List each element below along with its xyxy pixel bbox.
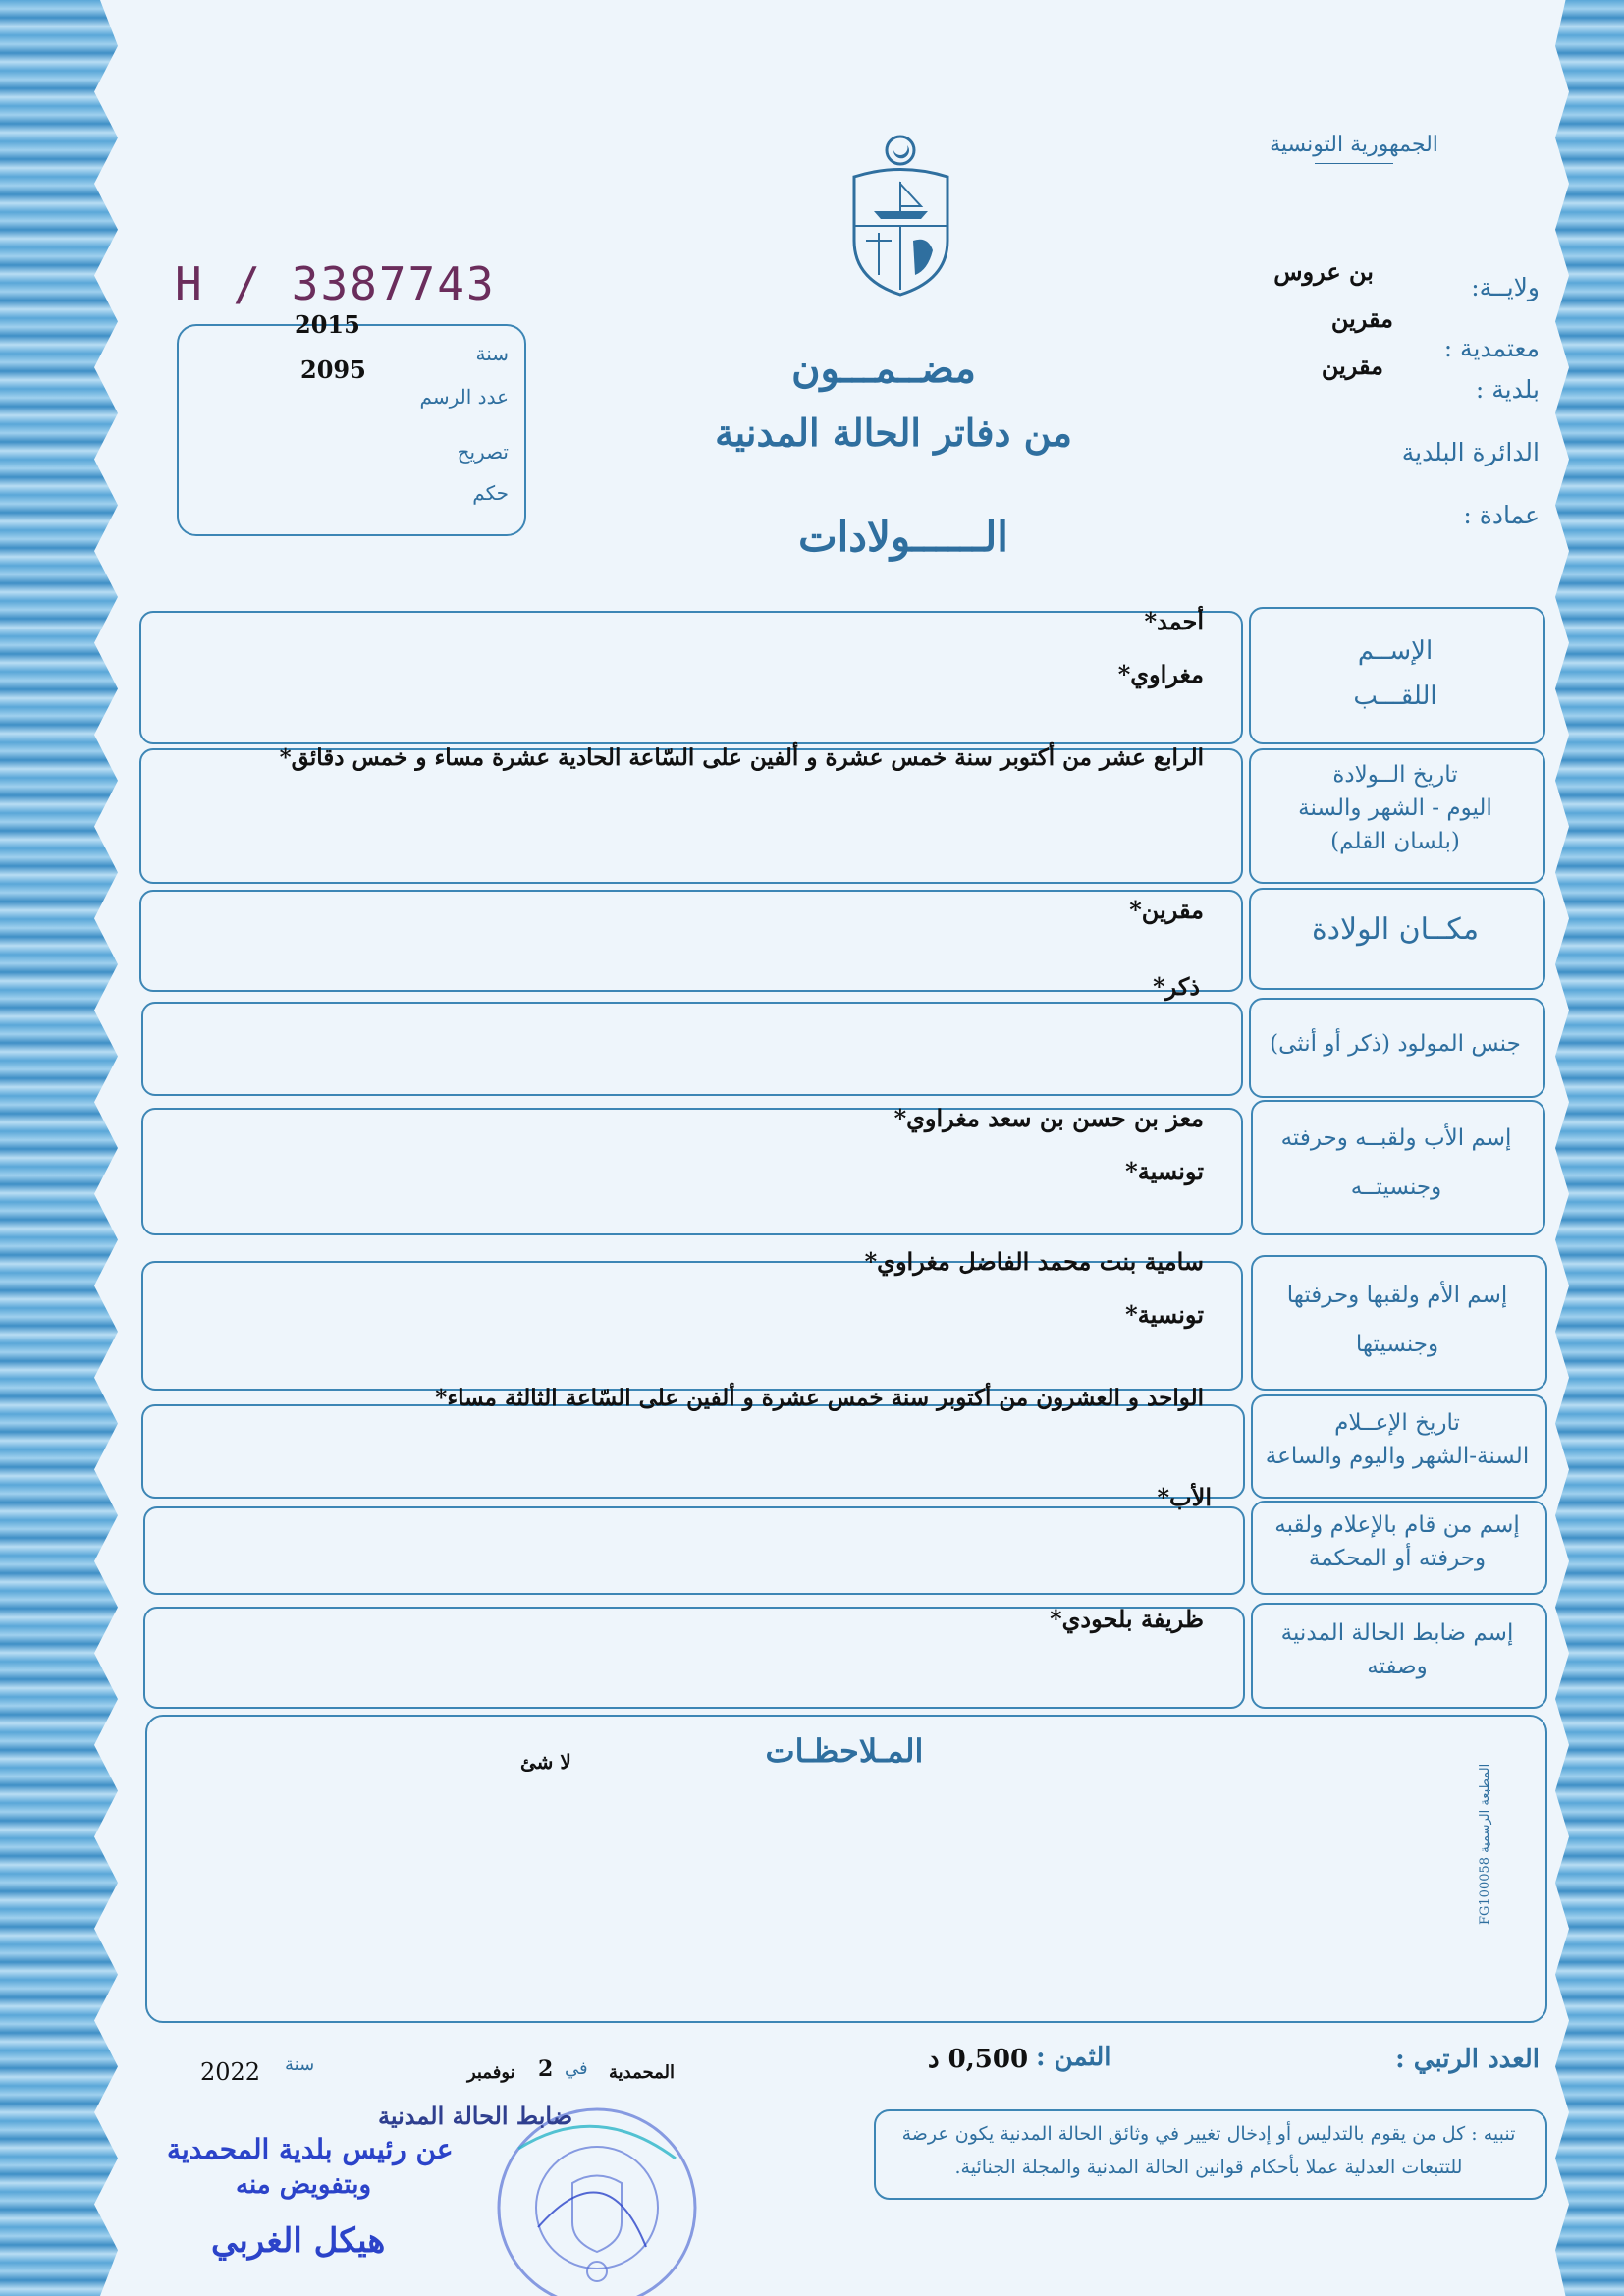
officer-line-2: وبتفويض منه: [236, 2170, 372, 2200]
officer-label: إسم ضابط الحالة المدنية وصفته: [1280, 1620, 1514, 1679]
issue-day: 2: [538, 2056, 554, 2082]
motamadia-label: معتمدية :: [1443, 334, 1540, 362]
name-label: الإســم اللقـــب: [1353, 636, 1437, 711]
birthdate-label: تاريخ الــولادة اليوم - الشهر والسنة (بلسان القلم): [1298, 762, 1492, 854]
price-value: 0,500 د: [928, 2045, 1029, 2074]
notes-value: لا شئ: [520, 1750, 571, 1774]
registration-number-label: عدد الرسم: [419, 385, 509, 409]
sex-value: ذكر*: [1153, 972, 1200, 1001]
mother-label: إسم الأم ولقبها وحرفتها وجنسيتها: [1286, 1283, 1508, 1357]
row-name-value-box: [139, 611, 1243, 744]
serial-number-label: العدد الرتبي :: [1395, 2045, 1540, 2074]
mother-nationality-value: تونسية*: [1125, 1300, 1204, 1329]
declarant-value: الأب*: [1157, 1483, 1212, 1511]
decorative-right-border: [1555, 0, 1624, 2296]
row-birthplace-value-box: [139, 890, 1243, 992]
republic-heading: الجمهورية التونسية: [1256, 133, 1452, 164]
baladia-value: مقرين: [1321, 352, 1383, 380]
judgment-label: حكم: [472, 481, 509, 505]
printer-mark: المطبعة الرسمية FG100058: [1478, 1763, 1492, 1925]
first-name-value: أحمد*: [1144, 607, 1204, 635]
birthdate-value: الرابع عشر من أكتوبر سنة خمس عشرة و ألفين على السّاعة الحادية عشرة مساء و خمس دقائق*: [279, 744, 1204, 771]
wilaya-value: بن عروس: [1273, 257, 1374, 286]
price-label: الثمن :: [1036, 2043, 1111, 2072]
birthplace-label: مكــان الولادة: [1311, 912, 1480, 947]
father-label: إسم الأب ولقبــه وحرفته وجنسيتــه: [1280, 1125, 1512, 1200]
officer-name: هيكل الغربي: [211, 2221, 386, 2261]
declaration-label: تصريح: [457, 440, 509, 464]
year-label: سنة: [475, 342, 509, 365]
officer-line-1: عن رئيس بلدية المحمدية: [167, 2133, 454, 2165]
year-value: 2015: [295, 310, 360, 339]
row-sex-value-box: [141, 1002, 1243, 1096]
notes-title: المـلاحظـات: [765, 1732, 924, 1770]
issue-year: 2022: [200, 2058, 261, 2086]
declaration-date-value: الواحد و العشرون من أكتوبر سنة خمس عشرة و ألفين على السّاعة الثالثة مساء*: [435, 1385, 1204, 1411]
issue-date-prefix: في: [565, 2058, 588, 2079]
coat-of-arms-icon: [844, 133, 957, 300]
registration-number-value: 2095: [300, 355, 366, 384]
row-declaration-date-value-box: [141, 1404, 1245, 1499]
father-name-value: معز بن حسن بن سعد مغراوي*: [893, 1104, 1204, 1132]
serial-stamp: H / 3387743: [175, 257, 496, 310]
decorative-left-border: [0, 0, 118, 2296]
warning-text: تنبيه : كل من يقوم بالتدليس أو إدخال تغيير في وثائق الحالة المدنية يكون عرضة للتتبعات العدلية عملا بأحكام قوانين الحالة المدنية والمجلة الجنائية.: [901, 2123, 1516, 2178]
issue-place: المحمدية: [609, 2062, 676, 2083]
motamadia-value: مقرين: [1330, 304, 1393, 333]
document-title: مضــمـــون: [791, 346, 976, 392]
last-name-value: مغراوي*: [1117, 660, 1204, 688]
officer-title: ضابط الحالة المدنية: [378, 2102, 573, 2130]
wilaya-label: ولايــة:: [1471, 273, 1540, 301]
baladia-label: بلدية :: [1475, 375, 1540, 404]
row-declarant-value-box: [143, 1506, 1245, 1595]
issue-month: نوفمبر: [467, 2062, 515, 2083]
section-title-births: الــــــولادات: [798, 513, 1008, 561]
officer-value: ظريفة بلحودي*: [1050, 1605, 1204, 1633]
mother-name-value: سامية بنت محمد الفاضل مغراوي*: [864, 1247, 1204, 1276]
birthplace-value: مقرين*: [1129, 896, 1204, 924]
row-mother-value-box: [141, 1261, 1243, 1391]
father-nationality-value: تونسية*: [1125, 1157, 1204, 1185]
omada-label: عمادة :: [1463, 501, 1540, 529]
daira-label: الدائرة البلدية: [1401, 438, 1540, 466]
issue-year-label: سنة: [285, 2054, 315, 2075]
document-subtitle: من دفاتر الحالة المدنية: [715, 410, 1072, 455]
declaration-date-label: تاريخ الإعــلام السنة-الشهر واليوم والساعة: [1265, 1410, 1530, 1469]
declarant-label: إسم من قام بالإعلام ولقبه وحرفته أو المحكمة: [1274, 1512, 1520, 1571]
sex-label: جنس المولود (ذكر أو أنثى): [1270, 1031, 1521, 1057]
